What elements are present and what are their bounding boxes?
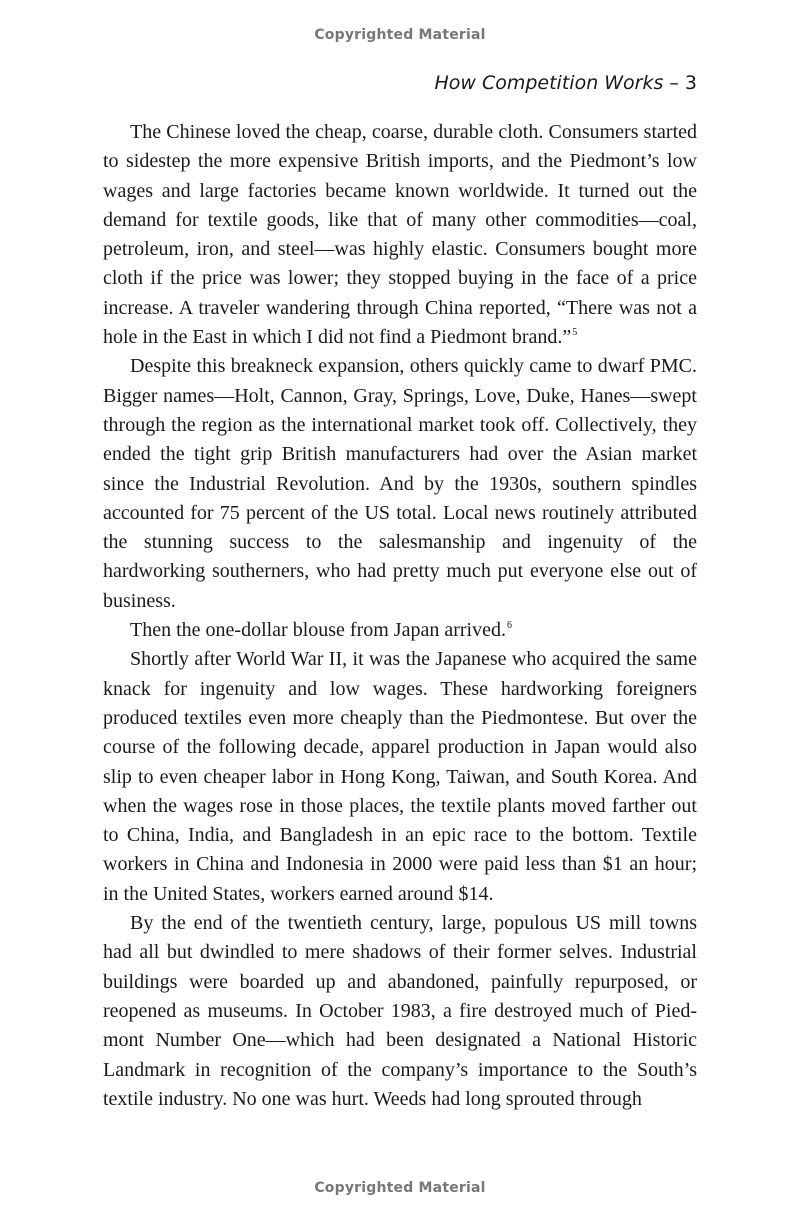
paragraph-3	[103, 616, 697, 645]
paragraph-2	[103, 352, 697, 616]
paragraph-1	[103, 118, 697, 352]
paragraph-text: Shortly after World War II, it was the Japanese who acquired the same knack for ingenuity and low wages. These hardworking foreigners produced textiles even more cheaply than the Piedmontese. But over the course of the following decade, apparel production in Japan would also slip to even cheaper labor in Hong Kong, Taiwan, and South Korea. And when the wages rose in those places, the textile plants moved farther out to China, India, and Bangladesh in an epic race to the bottom. Textile workers in China and Indonesia in 2000 were paid less than $1 an hour; in the United States, workers earned around $14.	[103, 648, 697, 905]
paragraph-4	[103, 645, 697, 909]
paragraph-text: Despite this breakneck expansion, others quickly came to dwarf PMC. Bigger names—Holt, Cannon, Gray, Springs, Love, Duke, Hanes—swept through the region as the international market took off. Collectively, they ended the tight grip British manufacturers had over the Asian market since the Industrial Revolution. And by the 1930s, southern spindles accounted for 75 percent of the US total. Local news routinely attributed the stunning success to the salesmanship and ingenuity of the hardworking southerners, who had pretty much put everyone else out of business.	[103, 355, 697, 612]
copyright-watermark-bottom: Copyrighted Material	[314, 1180, 486, 1196]
footnote-marker: 6	[506, 620, 512, 632]
paragraph-text: The Chinese loved the cheap, coarse, durable cloth. Consumers started to sidestep the more expensive British imports, and the Piedmont’s low wages and large factories became known worldwide. It turned out the demand for textile goods, like that of many other commodities—coal, petroleum, iron, and steel—was highly elastic. Consumers bought more cloth if the price was lower; they stopped buying in the face of a price increase. A traveler wandering through China reported, “There was not a hole in the East in which I did not find a Piedmont brand.”	[103, 121, 697, 349]
paragraph-text: By the end of the twentieth century, large, populous US mill towns had all but dwindled to mere shadows of their former selves. Industrial buildings were boarded up and abandoned, painfully repurposed, or reopened as museums. In October 1983, a fire destroyed much of Piedmont Number One—which had been designated a National Historic Landmark in recognition of the company’s importance to the South’s textile industry. No one was hurt. Weeds had long sprouted through	[103, 912, 697, 1110]
header-separator: –	[669, 72, 679, 94]
paragraph-5	[103, 909, 697, 1114]
chapter-title: How Competition Works	[434, 72, 664, 94]
body-text	[103, 118, 697, 1114]
footnote-marker: 5	[572, 327, 578, 339]
paragraph-text: Then the one-dollar blouse from Japan arrived.	[130, 619, 506, 642]
page-number: 3	[684, 72, 697, 94]
running-head	[434, 72, 697, 94]
copyright-watermark-top: Copyrighted Material	[314, 27, 486, 43]
